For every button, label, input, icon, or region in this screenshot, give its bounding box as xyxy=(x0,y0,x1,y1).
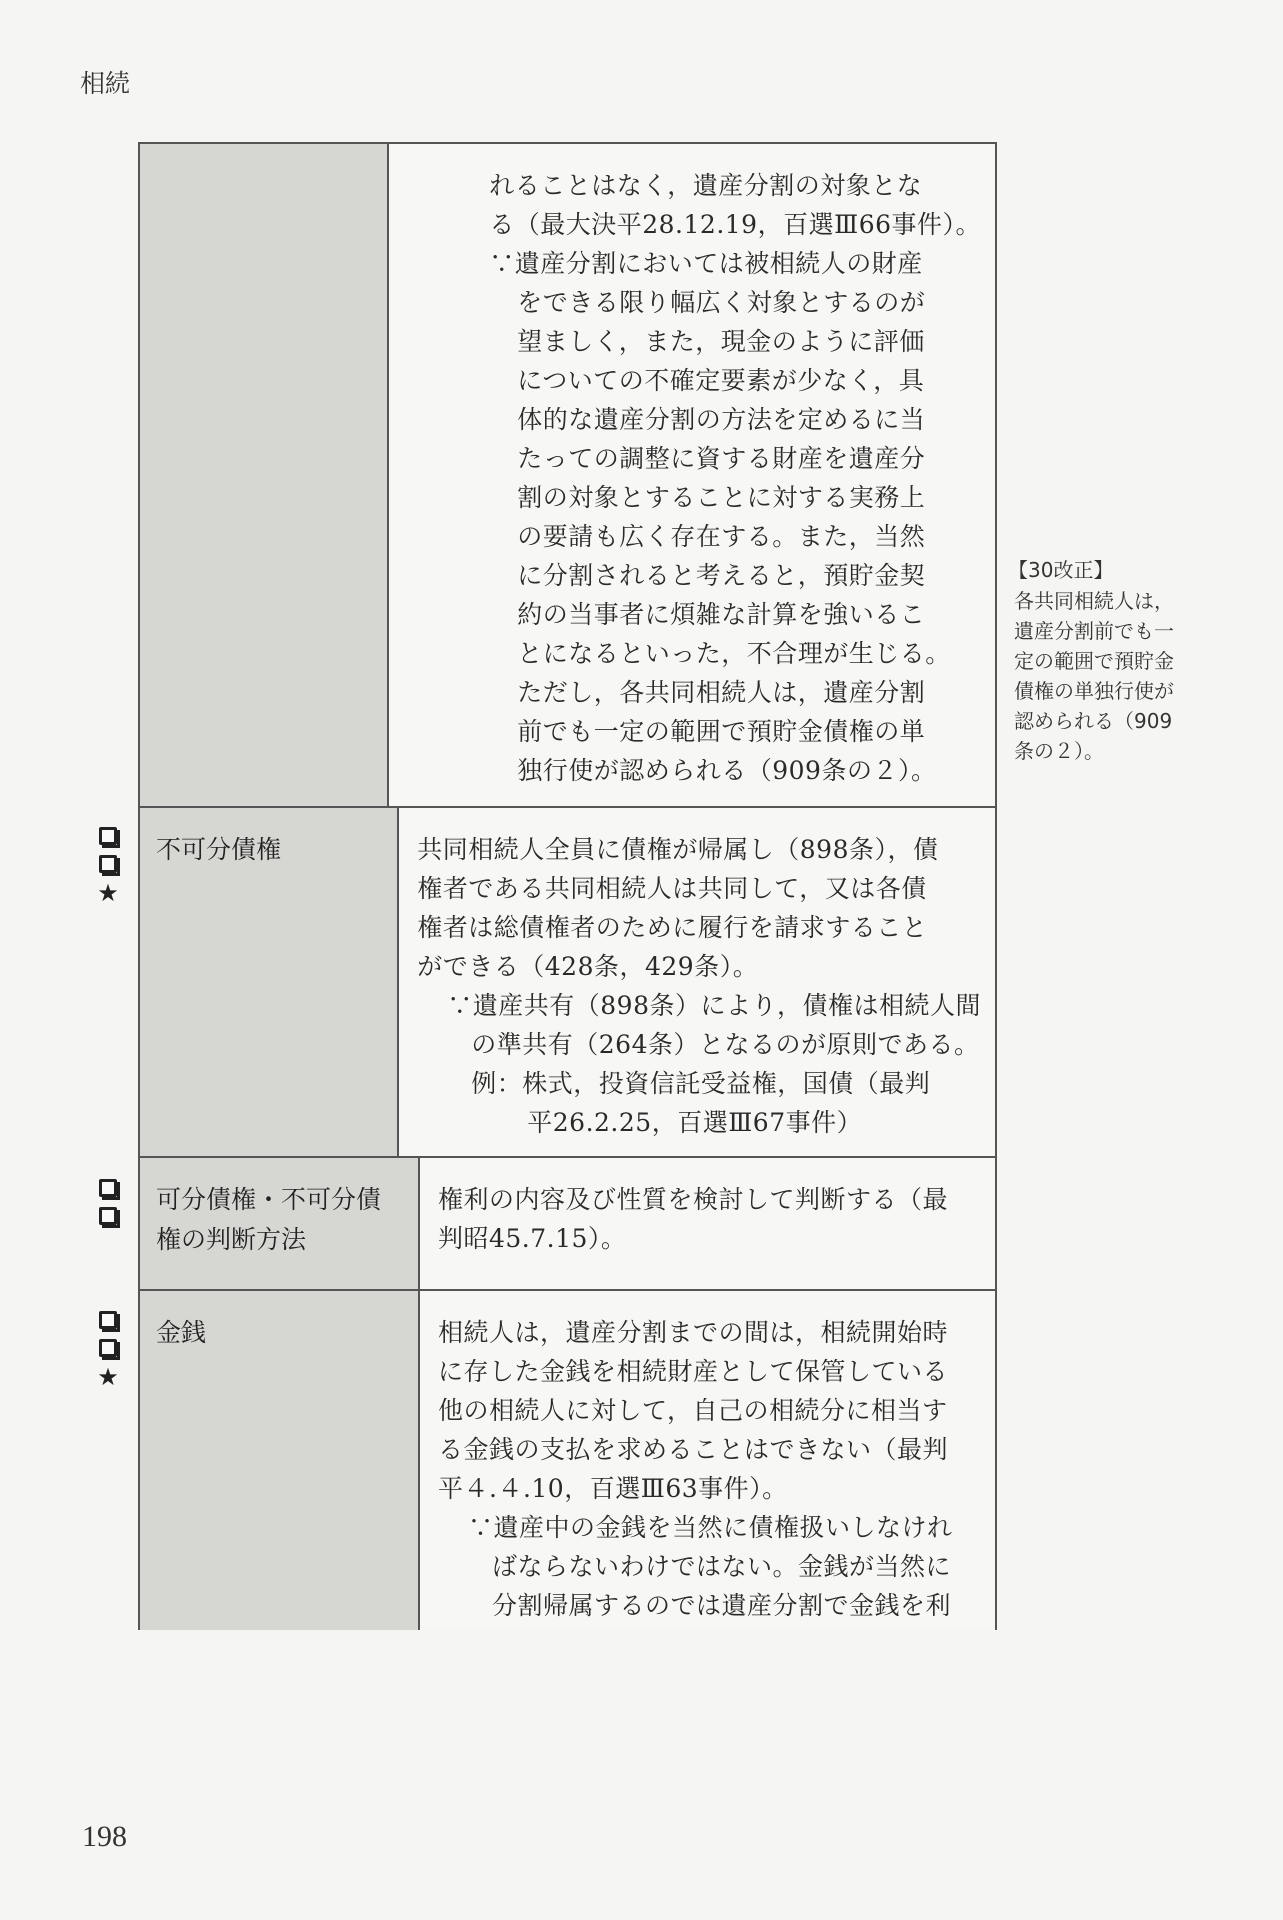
checkbox-icon[interactable] xyxy=(99,1207,117,1225)
review-marks-money xyxy=(94,1306,122,1390)
checkbox-icon[interactable] xyxy=(99,855,117,873)
content-line: ただし，各共同相続人は，遺産分割 xyxy=(517,678,926,707)
row-label: 金銭 xyxy=(140,1291,420,1630)
content-line: についての不確定要素が少なく，具 xyxy=(517,366,925,395)
content-line: 割の対象とすることに対する実務上 xyxy=(517,483,926,512)
content-line: る金銭の支払を求めることはできない（最判 xyxy=(438,1435,949,1464)
checkbox-icon[interactable] xyxy=(99,827,117,845)
content-line: をできる限り幅広く対象とするのが xyxy=(517,288,926,317)
content-line: とになるといった，不合理が生じる。 xyxy=(517,639,951,668)
margin-note-line: 各共同相続人は， xyxy=(1014,589,1174,613)
content-line: 平26.2.25，百選Ⅲ67事件） xyxy=(527,1108,863,1137)
margin-note-line: 遺産分割前でも一 xyxy=(1014,619,1174,643)
content-line: の要請も広く存在する。また，当然 xyxy=(517,522,926,551)
content-line: 権利の内容及び性質を検討して判断する（最 xyxy=(438,1185,949,1214)
row-label-empty xyxy=(140,144,389,806)
star-icon: ★ xyxy=(97,879,119,907)
margin-note-line: 条の２）。 xyxy=(1014,739,1104,763)
row-label-line: 権の判断方法 xyxy=(156,1225,307,1254)
row-content xyxy=(399,808,995,1156)
content-line: たっての調整に資する財産を遺産分 xyxy=(517,444,926,473)
content-line: 例：株式，投資信託受益権，国債（最判 xyxy=(471,1069,931,1098)
inheritance-table xyxy=(138,142,997,1630)
margin-note-title: 【30改正】 xyxy=(1008,558,1114,582)
row-content xyxy=(389,144,995,806)
table-row-indivisible-claim xyxy=(140,808,995,1158)
content-line: 相続人は，遺産分割までの間は，相続開始時 xyxy=(438,1318,949,1347)
page-number: 198 xyxy=(82,1820,127,1853)
content-line: 他の相続人に対して，自己の相続分に相当す xyxy=(438,1396,948,1425)
table-row-judgment-method xyxy=(140,1158,995,1291)
content-line: ∵遺産中の金銭を当然に債権扱いしなけれ xyxy=(468,1513,953,1542)
checkbox-icon[interactable] xyxy=(99,1339,117,1357)
row-label xyxy=(140,1158,420,1289)
content-line: 共同相続人全員に債権が帰属し（898条），債 xyxy=(417,835,939,864)
content-line: れることはなく，遺産分割の対象とな xyxy=(489,171,923,200)
content-line: 分割帰属するのでは遺産分割で金銭を利 xyxy=(492,1591,952,1620)
margin-note-line: 認められる（909 xyxy=(1014,709,1173,733)
content-line: の準共有（264条）となるのが原則である。 xyxy=(471,1030,980,1059)
table-row-continuation xyxy=(140,144,995,808)
content-line: ∵遺産分割においては被相続人の財産 xyxy=(489,249,923,278)
margin-note xyxy=(1008,555,1198,766)
content-line: に分割されると考えると，預貯金契 xyxy=(517,561,926,590)
content-line: 権者である共同相続人は共同して，又は各債 xyxy=(417,874,927,903)
review-marks-indivisible xyxy=(94,822,122,906)
content-line: る（最大決平28.12.19，百選Ⅲ66事件）。 xyxy=(489,210,981,239)
row-content xyxy=(420,1291,995,1630)
row-label: 不可分債権 xyxy=(140,808,399,1156)
content-line: 体的な遺産分割の方法を定めるに当 xyxy=(517,405,926,434)
content-line: ができる（428条，429条）。 xyxy=(417,952,759,981)
content-line: ∵遺産共有（898条）により，債権は相続人間 xyxy=(447,991,981,1020)
content-line: 権者は総債権者のために履行を請求すること xyxy=(417,913,928,942)
content-line: 望ましく，また，現金のように評価 xyxy=(517,327,925,356)
running-header: 相続 xyxy=(80,69,131,98)
content-line: 平４.４.10，百選Ⅲ63事件）。 xyxy=(438,1474,788,1503)
checkbox-icon[interactable] xyxy=(99,1311,117,1329)
content-line: 独行使が認められる（909条の２）。 xyxy=(517,756,937,785)
review-marks-judgment xyxy=(94,1174,122,1230)
content-line: 約の当事者に煩雑な計算を強いるこ xyxy=(517,600,926,629)
content-line: に存した金銭を相続財産として保管している xyxy=(438,1357,949,1386)
margin-note-line: 債権の単独行使が xyxy=(1014,679,1174,703)
content-line: 判昭45.7.15）。 xyxy=(438,1224,627,1253)
row-content xyxy=(420,1158,995,1289)
row-label-line: 可分債権・不可分債 xyxy=(156,1185,382,1214)
content-line: 前でも一定の範囲で預貯金債権の単 xyxy=(517,717,926,746)
content-line: ばならないわけではない。金銭が当然に xyxy=(492,1552,952,1581)
table-row-money xyxy=(140,1291,995,1630)
margin-note-line: 定の範囲で預貯金 xyxy=(1014,649,1174,673)
star-icon: ★ xyxy=(97,1363,119,1391)
checkbox-icon[interactable] xyxy=(99,1179,117,1197)
